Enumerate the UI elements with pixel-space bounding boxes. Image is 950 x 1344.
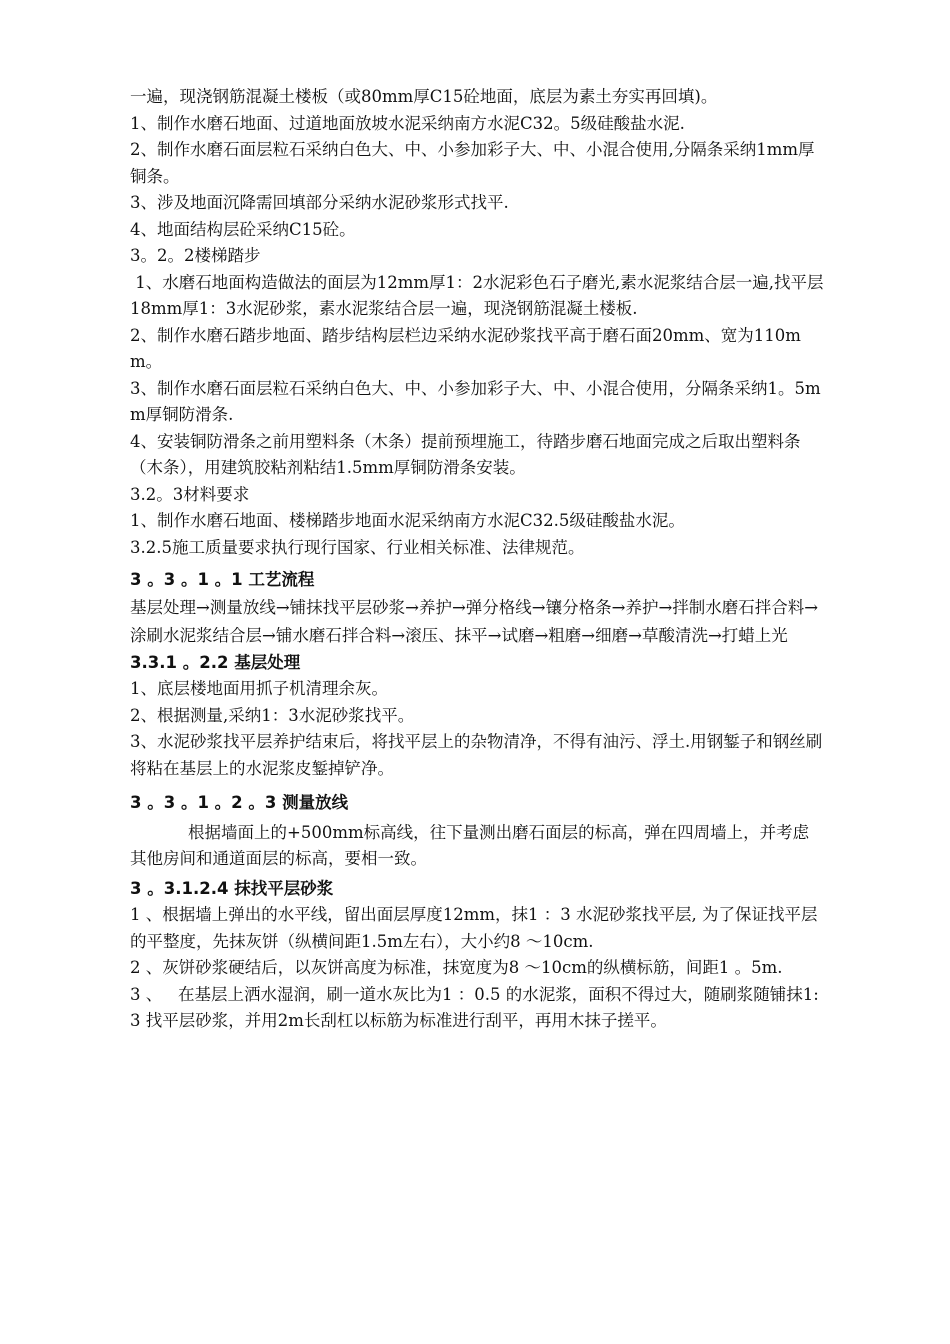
paragraph: 1、制作水磨石地面、过道地面放坡水泥采纳南方水泥C32。5级硅酸盐水泥. <box>130 113 685 133</box>
process-flow: 基层处理→测量放线→铺抹找平层砂浆→养护→弹分格线→镶分格条→养护→拌制水磨石拌合料→涂刷水泥浆结合层→铺水磨石拌合料→滚压、抹平→试磨→粗磨→细磨→草酸清洗→打蜡上光 <box>130 597 819 645</box>
document-page <box>130 84 824 1035</box>
paragraph: 2、制作水磨石面层粒石采纳白色大、中、小参加彩子大、中、小混合使用,分隔条采纳1mm厚铜条。 <box>130 140 815 186</box>
section-heading: 3 。3.1.2.4 抹找平层砂浆 <box>130 878 334 898</box>
paragraph: 1、底层楼地面用抓子机清理余灰。 <box>130 679 388 698</box>
paragraph: 3.2.5施工质量要求执行现行国家、行业相关标准、法律规范。 <box>130 537 585 557</box>
section-heading: 3 。3 。1 。2 。3 测量放线 <box>130 793 349 812</box>
paragraph: 4、安装铜防滑条之前用塑料条（木条）提前预埋施工，待踏步磨石地面完成之后取出塑料条（木条），用建筑胶粘剂粘结1.5mm厚铜防滑条安装。 <box>130 431 801 477</box>
subsection-title: 3.2。3材料要求 <box>130 484 250 504</box>
paragraph: 2、根据测量,采纳1：3水泥砂浆找平。 <box>130 705 415 725</box>
paragraph: 3 、 在基层上洒水湿润，刷一道水灰比为1 ：0.5 的水泥浆，面积不得过大，随刷浆随铺抹1:3 找平层砂浆，并用2m长刮杠以标筋为标准进行刮平，再用木抹子搓平。 <box>130 984 819 1030</box>
paragraph: 3、制作水磨石面层粒石采纳白色大、中、小参加彩子大、中、小混合使用，分隔条采纳1。5mm厚铜防滑条. <box>130 378 821 424</box>
section-heading: 3 。3 。1 。1 工艺流程 <box>130 570 315 589</box>
paragraph: 2、制作水磨石踏步地面、踏步结构层栏边采纳水泥砂浆找平高于磨石面20mm、宽为110mm。 <box>130 325 801 371</box>
paragraph: 一遍，现浇钢筋混凝土楼板（或80mm厚C15砼地面，底层为素土夯实再回填)。 <box>130 87 718 106</box>
paragraph: 1、制作水磨石地面、楼梯踏步地面水泥采纳南方水泥C32.5级硅酸盐水泥。 <box>130 511 685 530</box>
paragraph: 2 、灰饼砂浆硬结后，以灰饼高度为标准，抹宽度为8 ～10cm的纵横标筋，间距1 。5m. <box>130 958 783 977</box>
section-heading: 3.3.1 。2.2 基层处理 <box>130 652 301 672</box>
paragraph: 4、地面结构层砼采纳C15砼。 <box>130 219 356 239</box>
subsection-title: 3。2。2楼梯踏步 <box>130 246 261 265</box>
paragraph: 1 、根据墙上弹出的水平线，留出面层厚度12mm，抹1 ：3 水泥砂浆找平层, 为了保证找平层的平整度，先抹灰饼（纵横间距1.5m左右），大小约8 ～10cm. <box>130 905 818 951</box>
paragraph: 1、水磨石地面构造做法的面层为12mm厚1：2水泥彩色石子磨光,素水泥浆结合层一遍,找平层18mm厚1：3水泥砂浆，素水泥浆结合层一遍，现浇钢筋混凝土楼板. <box>130 272 824 318</box>
paragraph: 根据墙面上的+500mm标高线，往下量测出磨石面层的标高，弹在四周墙上，并考虑其他房间和通道面层的标高，要相一致。 <box>130 822 810 868</box>
paragraph: 3、水泥砂浆找平层养护结束后，将找平层上的杂物清净，不得有油污、浮土.用钢錾子和钢丝刷将粘在基层上的水泥浆皮錾掉铲净。 <box>130 732 823 778</box>
paragraph: 3、涉及地面沉降需回填部分采纳水泥砂浆形式找平. <box>130 193 509 212</box>
